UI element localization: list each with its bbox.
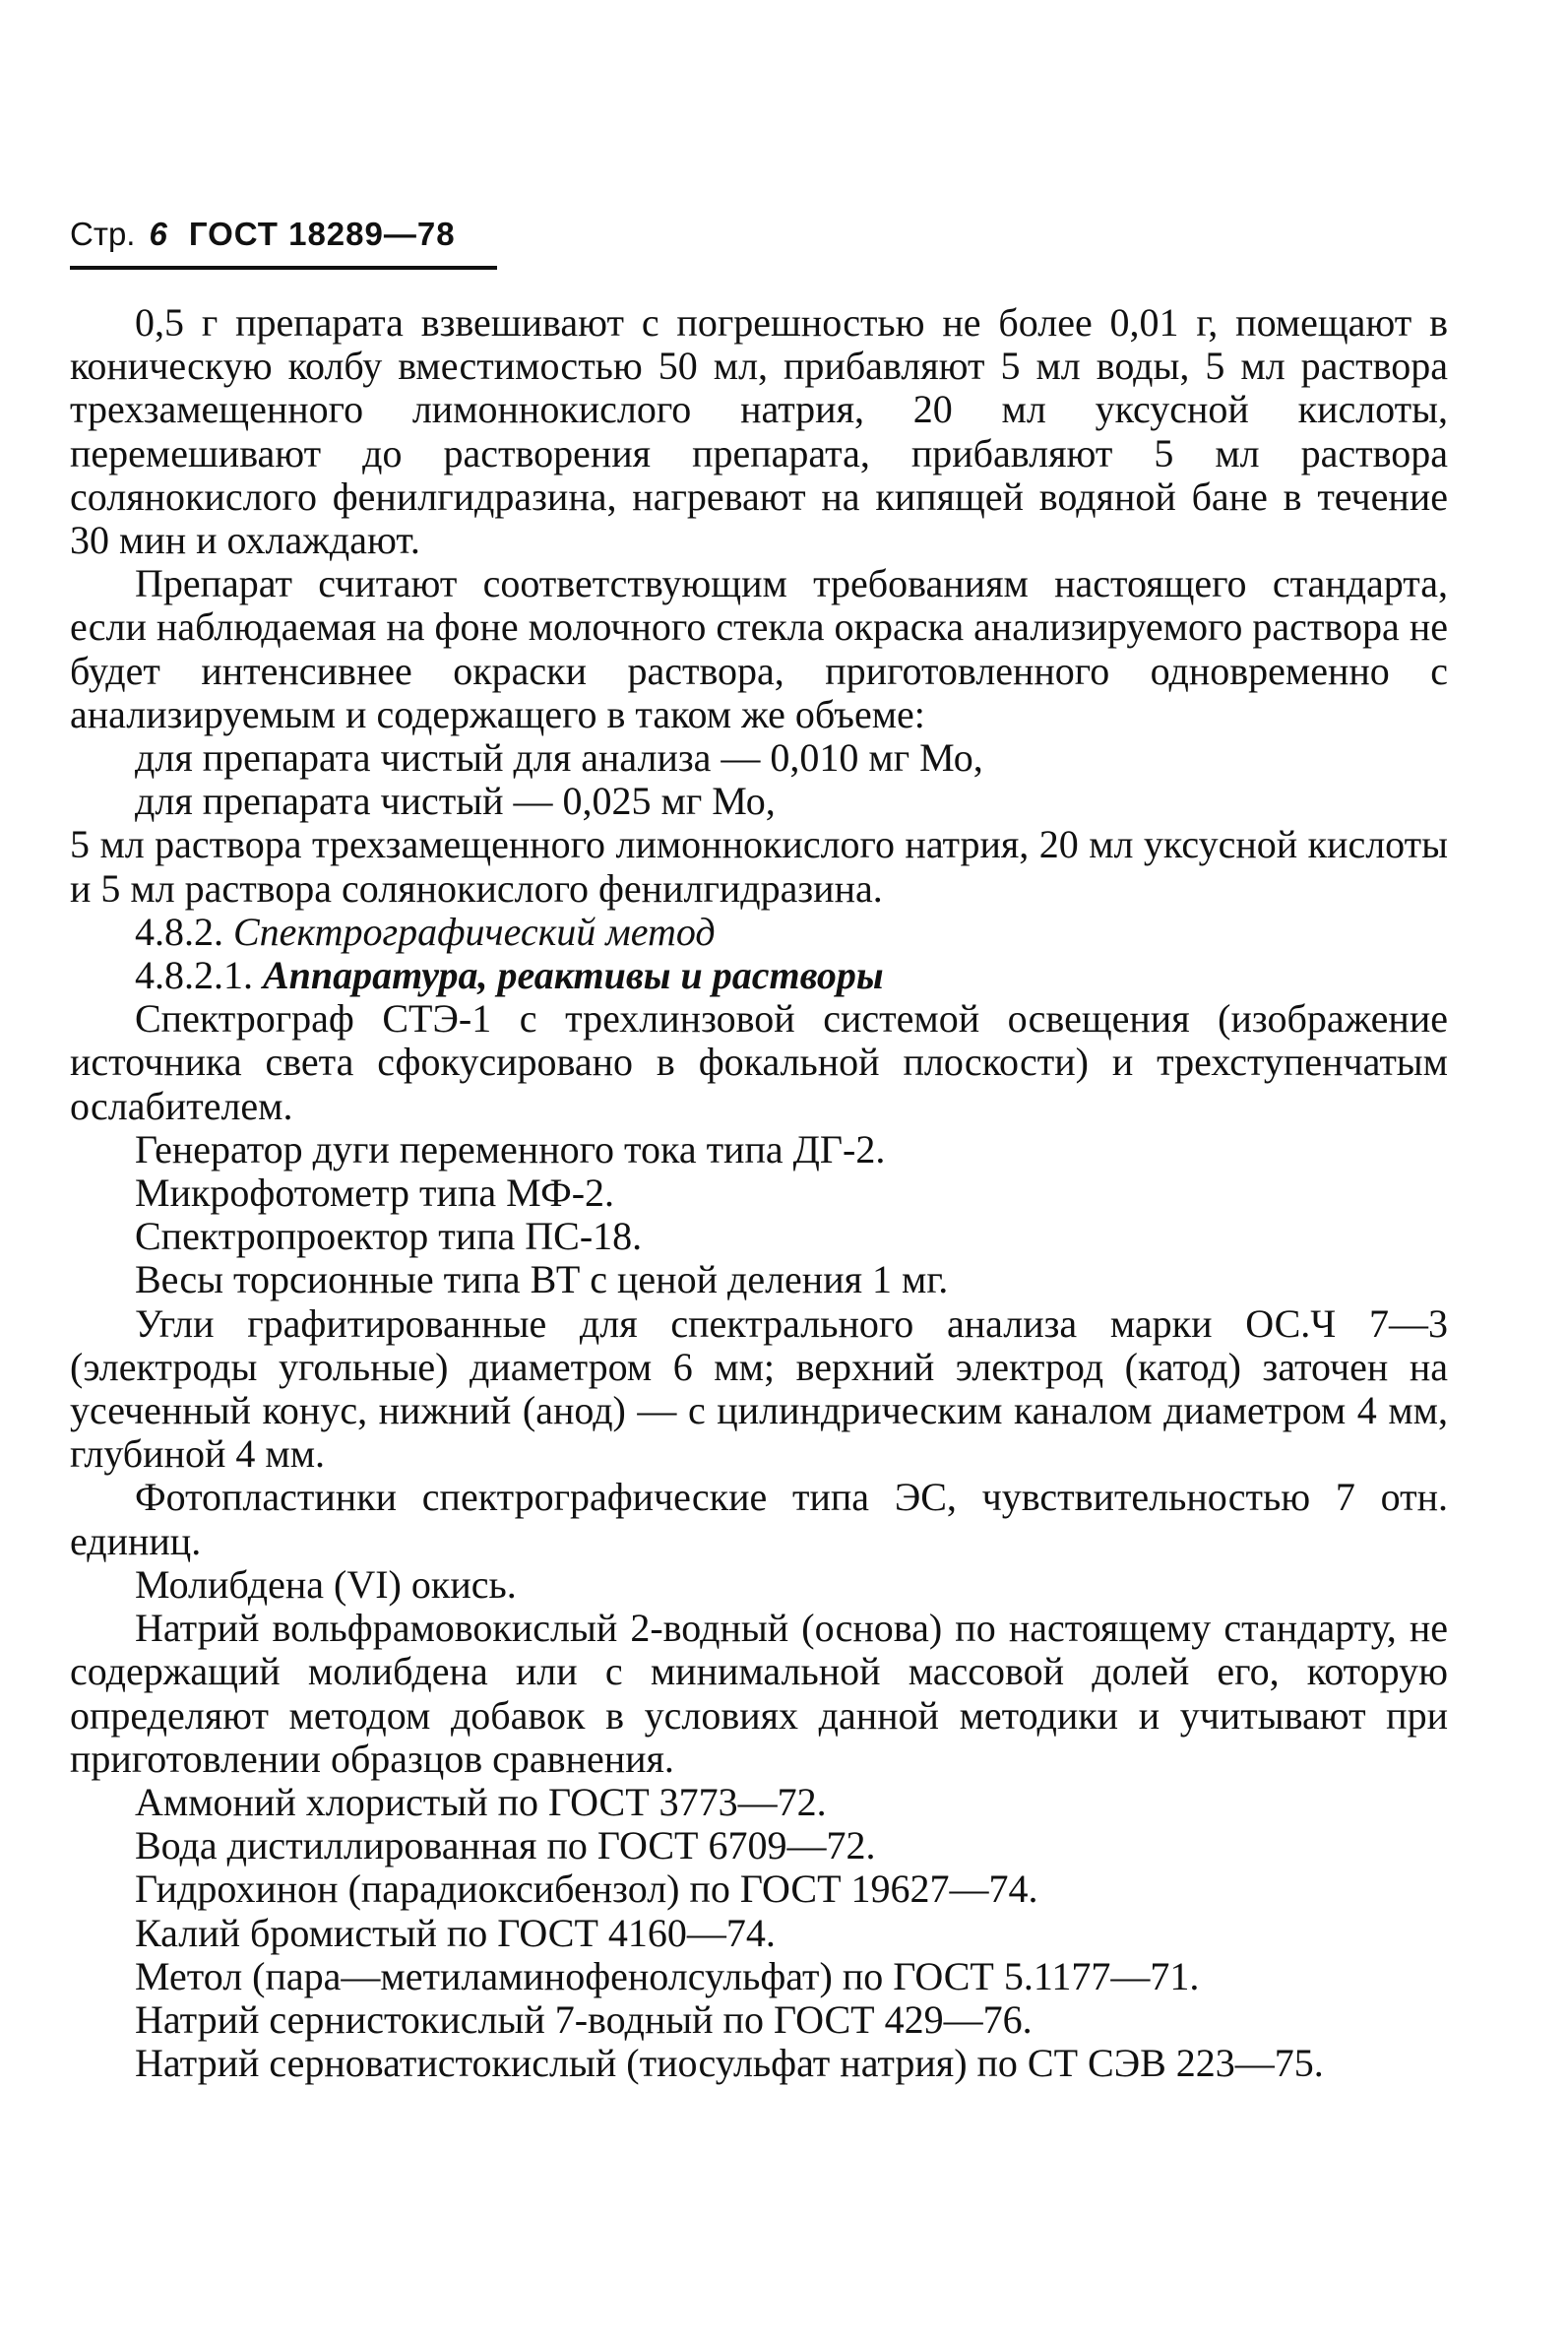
- list-item: Весы торсионные типа ВТ с ценой деления 1 мг.: [135, 1257, 949, 1302]
- section-number: 4.8.2.1.: [135, 953, 253, 998]
- list-item: Гидрохинон (парадиоксибензол) по ГОСТ 19627—74.: [135, 1866, 1038, 1912]
- list-item: Микрофотометр типа МФ-2.: [135, 1170, 615, 1216]
- section-title: Аппаратура, реактивы и растворы: [263, 953, 884, 998]
- page-label: Стр.: [70, 216, 136, 252]
- list-item: Угли графитированные для спектрального анализа марки ОС.Ч 7—3 (электроды угольные) диаметром 6 мм; верхний электрод (катод) заточен на усеченный конус, нижний (анод) — с цилиндрическим каналом диаметром 4 мм, глубиной 4 мм.: [70, 1300, 1448, 1477]
- list-item: Калий бромистый по ГОСТ 4160—74.: [135, 1910, 776, 1955]
- list-item: Метол (пара—метиламинофенолсульфат) по ГОСТ 5.1177—71.: [135, 1953, 1200, 1998]
- list-item: Натрий вольфрамовокислый 2-водный (основа) по настоящему стандарту, не содержащий молибдена или с минимальной массовой долей его, которую определяют методом добавок в условиях данной методики и учитывают при приготовлении образцов сравнения.: [70, 1606, 1448, 1781]
- section-heading-4-8-2: [70, 911, 1448, 954]
- list-item: Аммоний хлористый по ГОСТ 3773—72.: [135, 1779, 827, 1824]
- page-number: 6: [149, 216, 167, 252]
- paragraph-grade-pure: для препарата чистый — 0,025 мг Мо,: [135, 779, 776, 824]
- list-item: Молибдена (VI) окись.: [135, 1561, 517, 1607]
- list-item: Натрий серноватистокислый (тиосульфат натрия) по СТ СЭВ 223—75.: [135, 2041, 1324, 2086]
- list-item: Спектрограф СТЭ-1 с трехлинзовой системой освещения (изображение источника света сфокусировано в фокальной плоскости) и трехступенчатым ослабителем.: [70, 996, 1448, 1128]
- section-number: 4.8.2.: [135, 909, 223, 954]
- paragraph-grade-analysis: для препарата чистый для анализа — 0,010 мг Мо,: [135, 735, 983, 781]
- list-item: Фотопластинки спектрографические типа ЭС, чувствительностью 7 отн. единиц.: [70, 1475, 1448, 1563]
- document-code: ГОСТ 18289—78: [188, 216, 456, 252]
- section-heading-4-8-2-1: [70, 954, 1448, 997]
- paragraph-reagents-volume: 5 мл раствора трехзамещенного лимоннокислого натрия, 20 мл уксусной кислоты и 5 мл раствора солянокислого фенилгидразина.: [70, 822, 1448, 911]
- section-title: Спектрографический метод: [233, 909, 716, 954]
- list-item: Натрий сернистокислый 7-водный по ГОСТ 429—76.: [135, 1996, 1033, 2042]
- paragraph-requirement: Препарат считают соответствующим требованиям настоящего стандарта, если наблюдаемая на фоне молочного стекла окраска анализируемого раствора не будет интенсивнее окраски раствора, приготовленного одновременно с анализируемым и содержащего в таком же объеме:: [70, 561, 1448, 736]
- page-header: [70, 215, 497, 270]
- list-item: Генератор дуги переменного тока типа ДГ-2.: [135, 1126, 886, 1171]
- paragraph-procedure: 0,5 г препарата взвешивают с погрешностью не более 0,01 г, помещают в коническую колбу вместимостью 50 мл, прибавляют 5 мл воды, 5 мл раствора трехзамещенного лимоннокислого натрия, 20 мл уксусной кислоты, перемешивают до растворения препарата, прибавляют 5 мл раствора солянокислого фенилгидразина, нагревают на кипящей водяной бане в течение 30 мин и охлаждают.: [70, 300, 1448, 563]
- list-item: Вода дистиллированная по ГОСТ 6709—72.: [135, 1823, 876, 1868]
- list-item: Спектропроектор типа ПС-18.: [135, 1214, 643, 1259]
- page-body: [70, 301, 1448, 2085]
